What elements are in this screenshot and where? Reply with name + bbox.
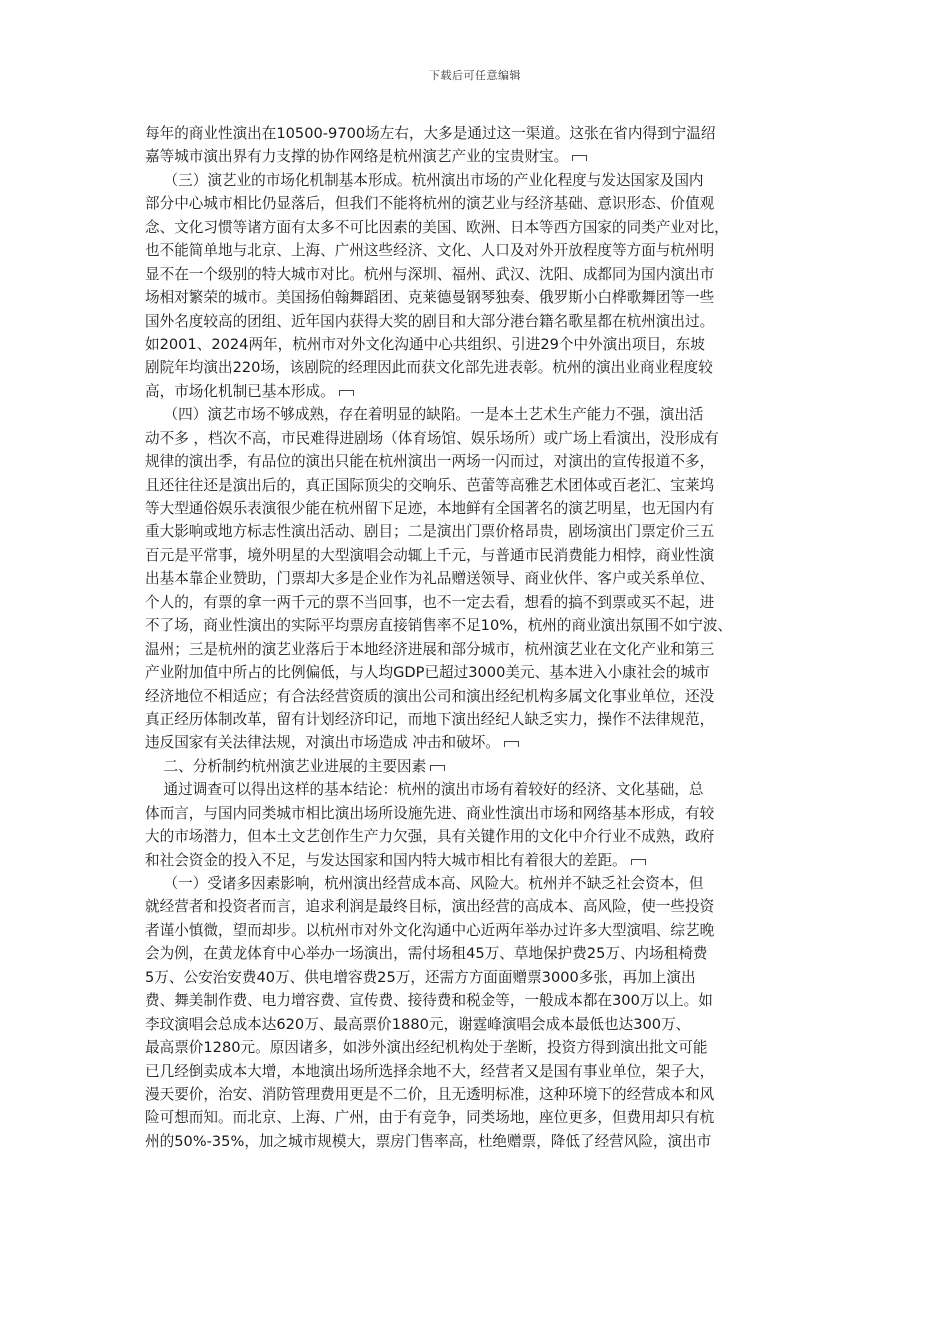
line-text: 州的50%-35%，加之城市规模大，票房门售率高，杜绝赠票，降低了经营风险，演出市 bbox=[145, 1132, 712, 1150]
text-line bbox=[145, 403, 810, 426]
line-text: 嘉等城市演出界有力支撑的协作网络是杭州演艺产业的宝贵财宝。 bbox=[145, 148, 569, 166]
line-text: 国外名度较高的团组、近年国内获得大奖的剧目和大部分港台籍名歌星都在杭州演出过。 bbox=[145, 312, 715, 330]
text-line bbox=[145, 1036, 810, 1059]
text-line bbox=[145, 825, 810, 848]
text-line bbox=[145, 216, 810, 239]
text-line bbox=[145, 263, 810, 286]
line-text: 和社会资金的投入不足，与发达国家和国内特大城市相比有着很大的差距。 bbox=[145, 851, 627, 869]
document-body bbox=[145, 122, 810, 1153]
text-line bbox=[145, 427, 810, 450]
text-line bbox=[145, 661, 810, 684]
line-text: 温州；三是杭州的演艺业落后于本地经济进展和部分城市，杭州演艺业在文化产业和第三 bbox=[145, 640, 715, 658]
line-text: 大的市场潜力，但本土文艺创作生产力欠强，具有关键作用的文化中介行业不成熟，政府 bbox=[145, 828, 715, 846]
text-line bbox=[145, 380, 810, 403]
line-text: 者谨小慎微，望而却步。以杭州市对外文化沟通中心近两年举办过许多大型演唱、综艺晚 bbox=[145, 921, 715, 939]
text-line bbox=[145, 849, 810, 872]
text-line bbox=[145, 591, 810, 614]
text-line bbox=[145, 450, 810, 473]
line-text: （四）演艺市场不够成熟，存在着明显的缺陷。一是本土艺术生产能力不强，演出活 bbox=[145, 406, 704, 424]
text-line bbox=[145, 1106, 810, 1129]
line-text: 且还往往还是演出后的，真正国际顶尖的交响乐、芭蕾等高雅艺术团体或百老汇、宝莱坞 bbox=[145, 476, 715, 494]
text-line bbox=[145, 614, 810, 637]
text-line bbox=[145, 755, 810, 778]
text-line bbox=[145, 192, 810, 215]
text-line bbox=[145, 520, 810, 543]
line-text: 部分中心城市相比仍显落后，但我们不能将杭州的演艺业与经济基础、意识形态、价值观 bbox=[145, 195, 715, 213]
text-line bbox=[145, 310, 810, 333]
text-line bbox=[145, 802, 810, 825]
line-text: 等大型通俗娱乐表演很少能在杭州留下足迹，本地鲜有全国著名的演艺明星，也无国内有 bbox=[145, 500, 715, 517]
text-line bbox=[145, 919, 810, 942]
text-line bbox=[145, 966, 810, 989]
text-line bbox=[145, 1130, 810, 1153]
line-text: 百元是平常事，境外明星的大型演唱会动辄上千元，与普通市民消费能力相悖，商业性演 bbox=[145, 546, 715, 564]
line-text: 通过调查可以得出这样的基本结论：杭州的演出市场有着较好的经济、文化基础，总 bbox=[145, 781, 704, 799]
text-line bbox=[145, 731, 810, 754]
line-text: 李玟演唱会总成本达620万、最高票价1880元，谢霆峰演唱会成本最低也达300万、 bbox=[145, 1015, 691, 1033]
text-line bbox=[145, 942, 810, 965]
text-line bbox=[145, 544, 810, 567]
paragraph-mark-icon bbox=[430, 765, 445, 771]
text-line bbox=[145, 872, 810, 895]
text-line bbox=[145, 708, 810, 731]
text-line bbox=[145, 567, 810, 590]
line-text: 已几经倒卖成本大增，本地演出场所选择余地不大，经营者又是国有事业单位，架子大， bbox=[145, 1062, 715, 1080]
text-line bbox=[145, 1060, 810, 1083]
line-text: 费、舞美制作费、电力增容费、宣传费、接待费和税金等，一般成本都在300万以上。如 bbox=[145, 992, 713, 1010]
line-text: 如2001、2024两年，杭州市对外文化沟通中心共组织、引进29个中外演出项目，东坡 bbox=[145, 335, 705, 353]
line-text: 显不在一个级别的特大城市对比。杭州与深圳、福州、武汉、沈阳、成都同为国内演出市 bbox=[145, 265, 715, 283]
line-text: 就经营者和投资者而言，追求利润是最终目标，演出经营的高成本、高风险，使一些投资 bbox=[145, 898, 715, 916]
text-line bbox=[145, 497, 810, 520]
paragraph-mark-icon bbox=[572, 155, 587, 161]
text-line bbox=[145, 474, 810, 497]
line-text: 最高票价1280元。原因诸多，如涉外演出经纪机构处于垄断，投资方得到演出批文可能 bbox=[145, 1039, 708, 1057]
text-line bbox=[145, 1013, 810, 1036]
line-text: 会为例，在黄龙体育中心举办一场演出，需付场租45万、草地保护费25万、内场租椅费 bbox=[145, 945, 708, 963]
line-text: 真正经历体制改革，留有计划经济印记，而地下演出经纪人缺乏实力，操作不法律规范， bbox=[145, 710, 715, 728]
text-line bbox=[145, 239, 810, 262]
text-line bbox=[145, 169, 810, 192]
text-line bbox=[145, 778, 810, 801]
line-text: 出基本靠企业赞助，门票却大多是企业作为礼品赠送领导、商业伙伴、客户或关系单位、 bbox=[145, 570, 715, 588]
line-text: 险可想而知。而北京、上海、广州，由于有竞争，同类场地，座位更多，但费用却只有杭 bbox=[145, 1109, 715, 1127]
text-line bbox=[145, 122, 810, 145]
line-text: 剧院年均演出220场，该剧院的经理因此而获文化部先进表彰。杭州的演出业商业程度较 bbox=[145, 359, 713, 377]
line-text: （三）演艺业的市场化机制基本形成。杭州演出市场的产业化程度与发达国家及国内 bbox=[145, 171, 704, 189]
line-text: 体而言，与国内同类城市相比演出场所设施先进、商业性演出市场和网络基本形成，有较 bbox=[145, 804, 715, 822]
line-text: 每年的商业性演出在10500-9700场左右，大多是通过这一渠道。这张在省内得到宁温绍 bbox=[145, 125, 716, 142]
line-text: 违反国家有关法律法规，对演出市场造成 冲击和破坏。 bbox=[145, 734, 500, 752]
line-text: 也不能简单地与北京、上海、广州这些经济、文化、人口及对外开放程度等方面与杭州明 bbox=[145, 242, 715, 260]
text-line bbox=[145, 895, 810, 918]
text-line bbox=[145, 685, 810, 708]
line-text: 漫天要价，治安、消防管理费用更是不二价，且无透明标准，这种环境下的经营成本和风 bbox=[145, 1085, 715, 1103]
line-text: 规律的演出季，有品位的演出只能在杭州演出一两场一闪而过，对演出的宣传报道不多， bbox=[145, 453, 715, 471]
line-text: 念、文化习惯等诸方面有太多不可比因素的美国、欧洲、日本等西方国家的同类产业对比， bbox=[145, 218, 729, 236]
line-text: 不了场，商业性演出的实际平均票房直接销售率不足10%，杭州的商业演出氛围不如宁波、 bbox=[145, 617, 733, 635]
line-text: 场相对繁荣的城市。美国扬伯翰舞蹈团、克莱德曼钢琴独奏、俄罗斯小白桦歌舞团等一些 bbox=[145, 289, 715, 307]
line-text: 产业附加值中所占的比例偏低，与人均GDP已超过3000美元、基本进入小康社会的城市 bbox=[145, 664, 710, 682]
text-line bbox=[145, 286, 810, 309]
line-text: 高，市场化机制已基本形成。 bbox=[145, 382, 335, 400]
text-line bbox=[145, 145, 810, 168]
line-text: 重大影响或地方标志性演出活动、剧目；二是演出门票价格昂贵，剧场演出门票定价三五 bbox=[145, 523, 715, 541]
text-line bbox=[145, 989, 810, 1012]
page-header: 下载后可任意编辑 bbox=[429, 69, 521, 82]
text-line bbox=[145, 333, 810, 356]
text-line bbox=[145, 1083, 810, 1106]
line-text: 二、分析制约杭州演艺业进展的主要因素 bbox=[145, 757, 427, 775]
text-line bbox=[145, 638, 810, 661]
paragraph-mark-icon bbox=[631, 859, 646, 865]
line-text: 5万、公安治安费40万、供电增容费25万，还需方方面面赠票3000多张，再加上演出 bbox=[145, 968, 696, 986]
paragraph-mark-icon bbox=[339, 390, 354, 396]
text-line bbox=[145, 356, 810, 379]
line-text: 个人的，有票的拿一两千元的票不当回事，也不一定去看，想看的搞不到票或买不起，进 bbox=[145, 593, 715, 611]
paragraph-mark-icon bbox=[504, 741, 519, 747]
line-text: 动不多 ，档次不高，市民难得进剧场（体育场馆、娱乐场所）或广场上看演出，没形成有 bbox=[145, 429, 719, 447]
line-text: （一）受诸多因素影响，杭州演出经营成本高、风险大。杭州并不缺乏社会资本，但 bbox=[145, 875, 704, 892]
line-text: 经济地位不相适应；有合法经营资质的演出公司和演出经纪机构多属文化事业单位，还没 bbox=[145, 687, 715, 705]
